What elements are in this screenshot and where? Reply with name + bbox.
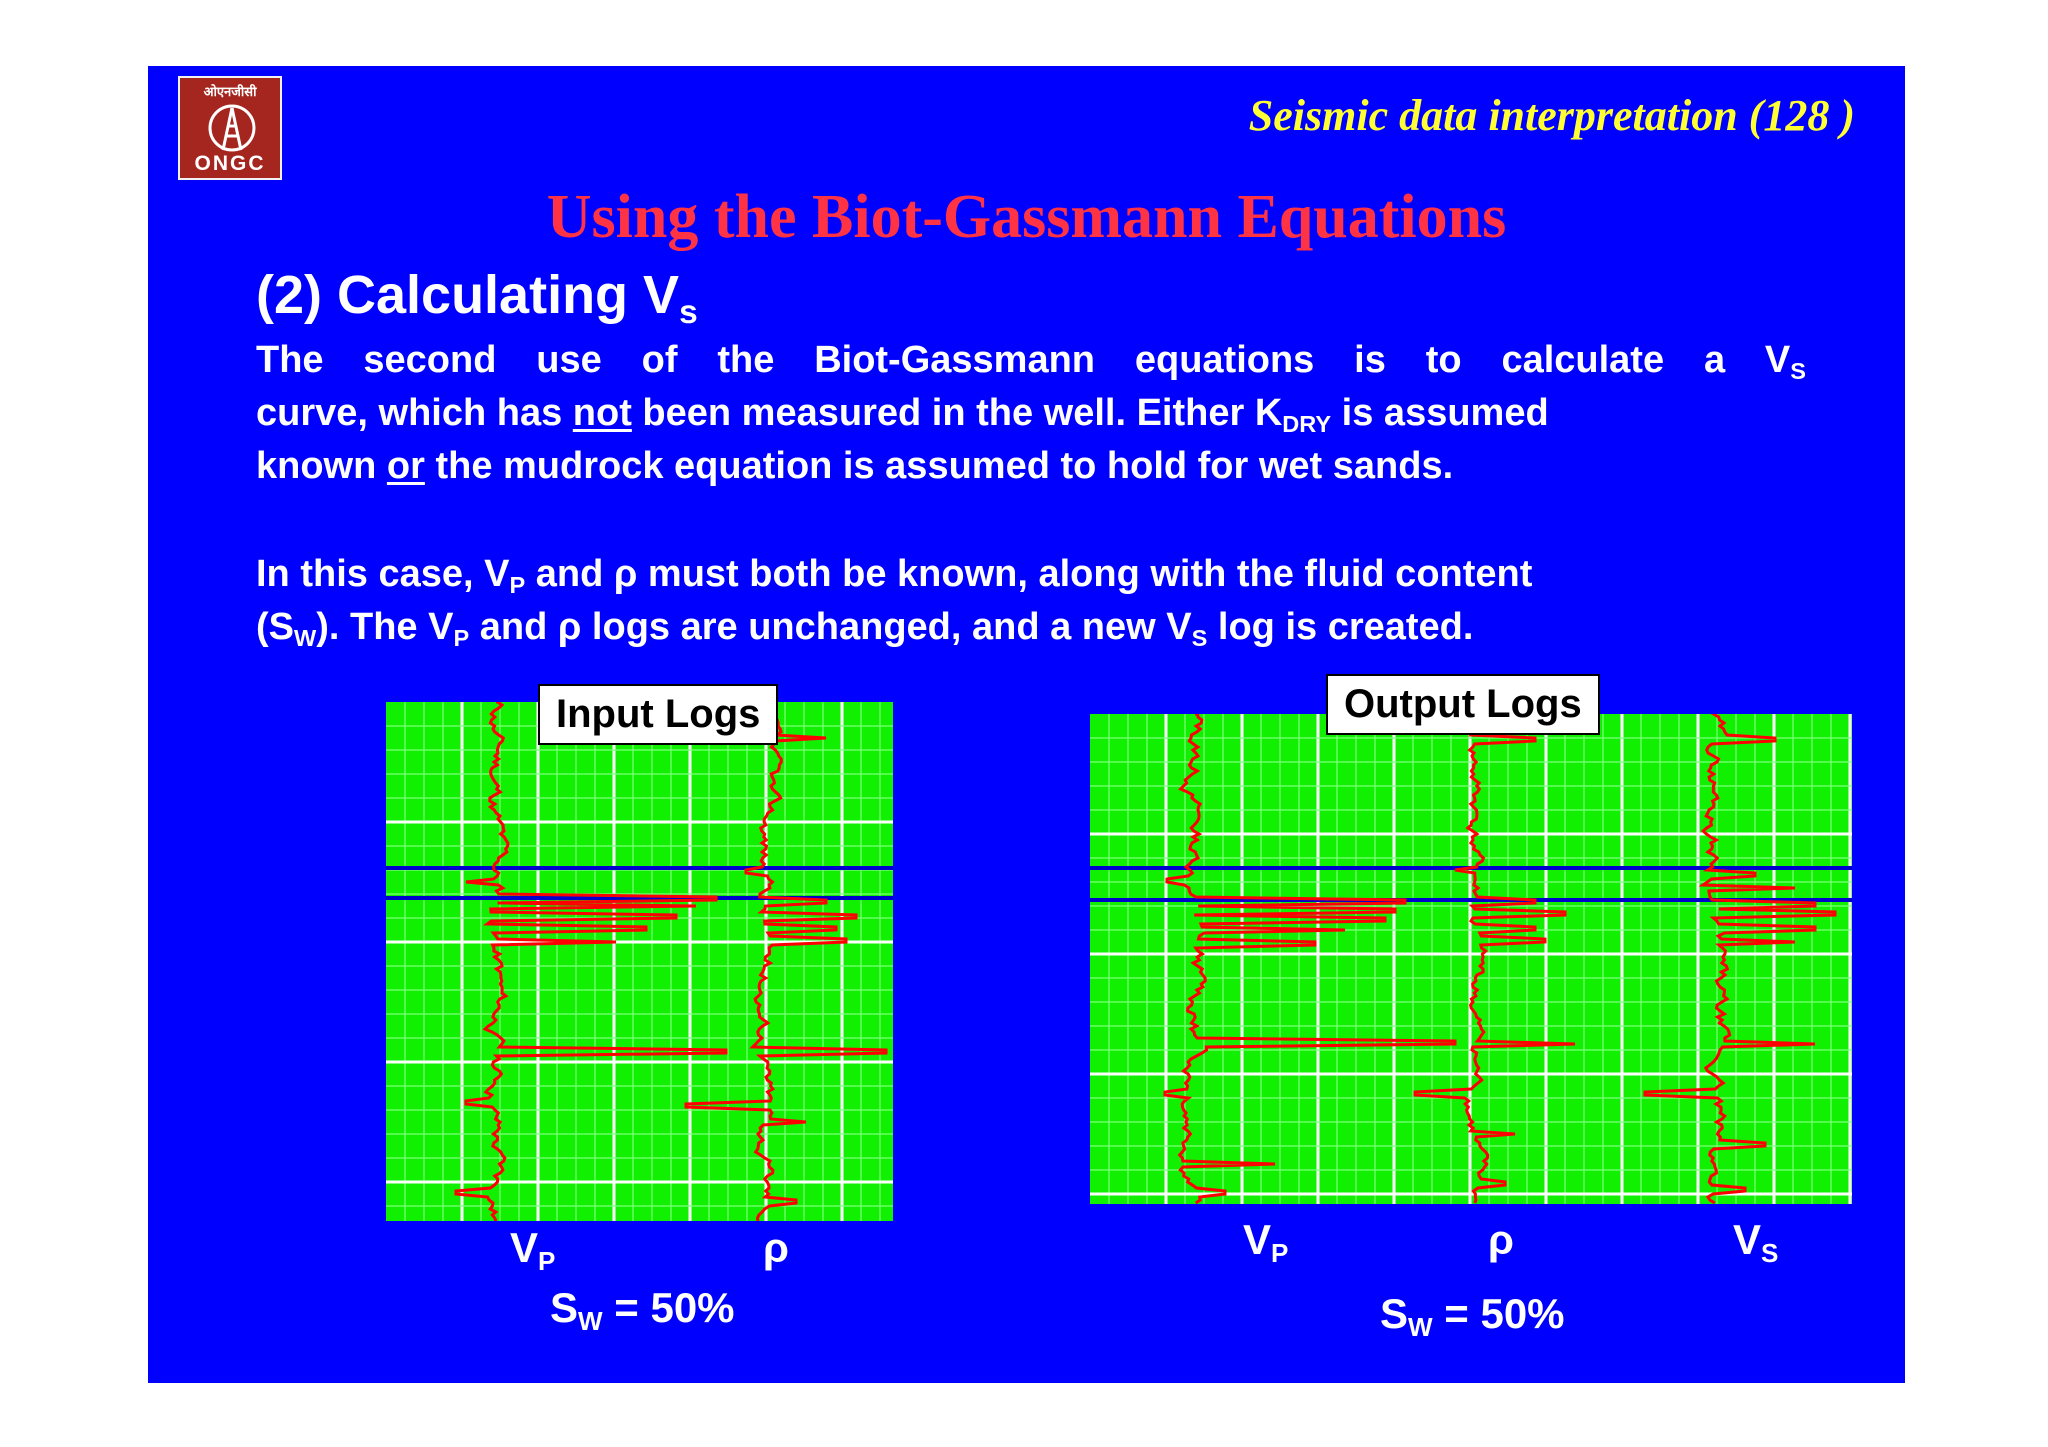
subscript: P	[453, 625, 470, 652]
word: equations	[1134, 339, 1315, 381]
subscript: W	[294, 625, 317, 652]
label-main: ρ	[1488, 1216, 1514, 1263]
underlined-text: not	[572, 392, 632, 434]
text: is assumed	[1331, 392, 1549, 434]
section-heading	[256, 264, 698, 332]
label-main: S	[550, 1284, 579, 1331]
slide	[148, 66, 1905, 1383]
vs-main: V	[1764, 339, 1791, 381]
text: log is created.	[1207, 606, 1474, 648]
text: known	[256, 445, 387, 487]
word: a	[1703, 339, 1726, 381]
output-saturation-label	[1380, 1290, 1565, 1342]
label-main: V	[510, 1224, 539, 1271]
label-sub: P	[1271, 1237, 1289, 1268]
log-curve	[1645, 714, 1835, 1203]
output-vs-label	[1733, 1216, 1779, 1268]
word: the	[717, 339, 775, 381]
text: and ρ logs are unchanged, and a new V	[469, 606, 1192, 648]
word: calculate	[1501, 339, 1665, 381]
slide-title: Using the Biot-Gassmann Equations	[546, 183, 1507, 251]
output-vp-label	[1243, 1216, 1289, 1268]
input-vp-label	[510, 1224, 556, 1276]
input-rho-label	[763, 1224, 789, 1272]
output-rho-label	[1488, 1216, 1514, 1264]
paragraph-1-line-3	[256, 440, 1806, 493]
logo-text: ONGC	[194, 152, 266, 175]
input-logs-label: Input Logs	[538, 684, 778, 745]
log-curve	[456, 702, 726, 1221]
label-main: V	[1243, 1216, 1272, 1263]
word: second	[363, 339, 497, 381]
vs-sub: S	[1790, 358, 1806, 385]
word: use	[536, 339, 602, 381]
paragraph-2-line-2	[256, 601, 1806, 654]
text: In this case, V	[256, 553, 510, 595]
text: the mudrock equation is assumed to hold for wet sands.	[424, 445, 1454, 487]
label-main: S	[1380, 1290, 1409, 1337]
label-sub: W	[1408, 1311, 1433, 1342]
ongc-logo	[178, 76, 282, 180]
text: (S	[256, 606, 294, 648]
input-saturation-label	[550, 1284, 735, 1336]
paragraph-2-line-1	[256, 548, 1806, 601]
log-curve	[686, 702, 886, 1221]
word: Biot-Gassmann	[814, 339, 1096, 381]
subscript: S	[1191, 625, 1208, 652]
word: of	[641, 339, 678, 381]
label-sub: W	[578, 1305, 603, 1336]
input-logs-svg	[386, 702, 893, 1221]
paragraph-2	[256, 548, 1806, 654]
label-main: V	[1733, 1216, 1762, 1263]
log-curve	[1165, 714, 1455, 1203]
input-logs-plot	[386, 702, 893, 1221]
output-logs-plot	[1090, 714, 1852, 1204]
subscript: DRY	[1282, 411, 1332, 438]
paragraph-1-line-1	[256, 334, 1806, 387]
output-logs-svg	[1090, 714, 1852, 1204]
label-rest: = 50%	[602, 1284, 735, 1331]
label-sub: P	[538, 1245, 556, 1276]
oil-rig-emblem-icon	[205, 102, 259, 154]
label-main: ρ	[763, 1224, 789, 1271]
log-curve	[1415, 714, 1575, 1203]
paragraph-1	[256, 334, 1806, 493]
output-logs-label: Output Logs	[1326, 674, 1600, 735]
header-title: Seismic data interpretation (128 )	[1248, 91, 1855, 140]
word-vs	[1765, 334, 1806, 387]
text: and ρ must both be known, along with the fluid content	[525, 553, 1533, 595]
section-heading-subscript: s	[679, 294, 698, 332]
subscript: P	[509, 572, 526, 599]
word: The	[256, 339, 324, 381]
underlined-text: or	[386, 445, 425, 487]
text: ). The V	[316, 606, 454, 648]
label-sub: S	[1761, 1237, 1779, 1268]
text: curve, which has	[256, 392, 573, 434]
text: been measured in the well. Either K	[631, 392, 1283, 434]
word: is	[1354, 339, 1386, 381]
word: to	[1425, 339, 1462, 381]
label-rest: = 50%	[1432, 1290, 1565, 1337]
section-heading-text: (2) Calculating V	[256, 265, 680, 325]
paragraph-1-line-2	[256, 387, 1806, 440]
logo-hindi-text: ओएनजीसी	[203, 85, 257, 100]
